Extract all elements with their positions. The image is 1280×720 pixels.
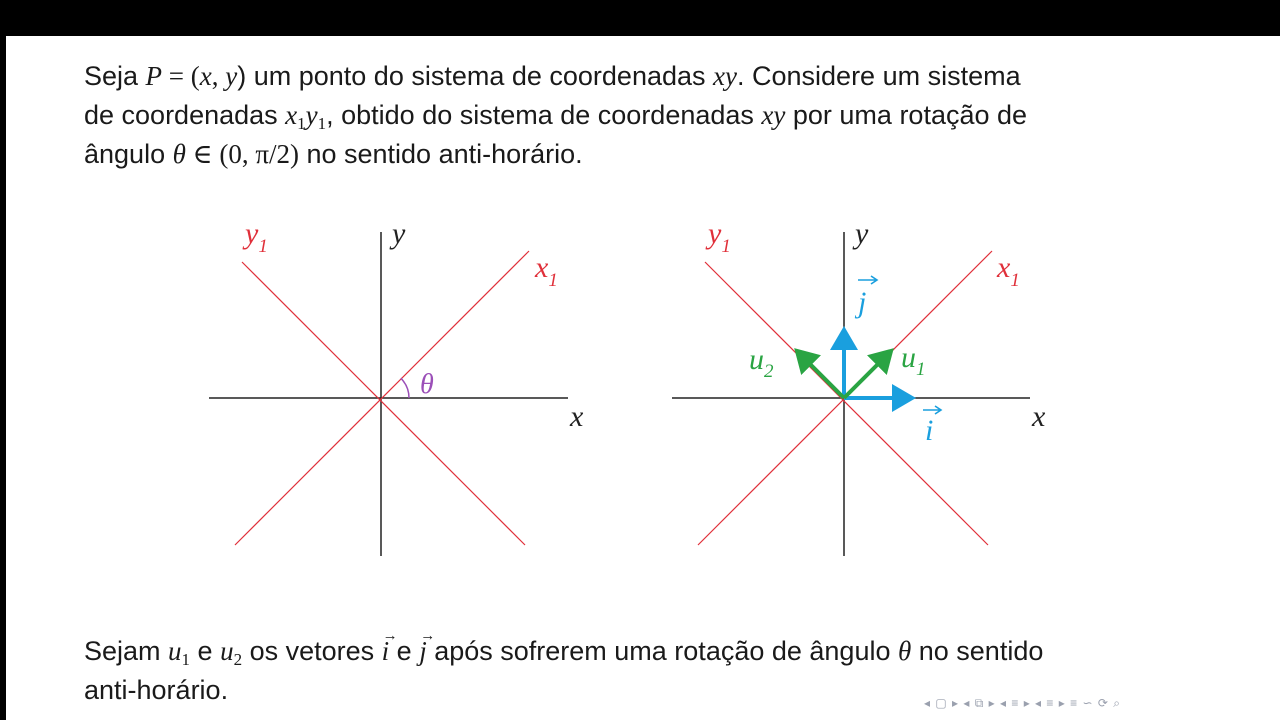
label-u2: $u_2$ [749, 343, 774, 382]
vector-u2 [797, 351, 844, 398]
right-label-x: x [1032, 400, 1046, 433]
left-label-y: y [392, 217, 406, 250]
left-label-x: x [570, 400, 584, 433]
left-diagram [209, 217, 584, 556]
intro-line-2: de coordenadas $x_1y_1$, obtido do sistema de coordenadas xy por uma rotação de [84, 100, 1028, 133]
rotation-diagrams [6, 36, 1280, 720]
outro-line-2: anti-horário. [84, 675, 229, 705]
right-label-x1: $x_1$ [997, 251, 1020, 291]
left-y1-axis [242, 262, 525, 545]
vector-u1 [844, 351, 891, 398]
slide [6, 36, 1280, 720]
label-i: i [925, 414, 934, 447]
outro-line-1: Sejam $u_1$ e $u_2$ os vetores → i e → j após sofrerem uma rotação de ângulo θ no sentido [84, 632, 1214, 671]
vector-i-inline: → i [382, 632, 390, 671]
right-label-y: y [855, 217, 869, 250]
left-label-y1: $y_1$ [245, 217, 268, 257]
left-label-x1: $x_1$ [535, 251, 558, 291]
left-label-theta: θ [420, 369, 434, 400]
beamer-navigation-icons[interactable]: ◂ ▢ ▸ ◂ ⧉ ▸ ◂ ≡ ▸ ◂ ≡ ▸ ≡ ∽ ⟳ ⌕ [924, 696, 1121, 710]
intro-line-3: ângulo θ ∈ (0, π/2) no sentido anti-horário. [84, 139, 583, 169]
right-label-y1: $y_1$ [708, 217, 731, 257]
intro-line-1: Seja P = (x, y) um ponto do sistema de coordenadas xy. Considere um sistema [84, 61, 1021, 91]
label-u1: $u_1$ [901, 341, 926, 380]
right-y1-axis [705, 262, 988, 545]
vector-j-inline: → j [419, 632, 427, 671]
theta-arc [401, 378, 409, 398]
label-j: j [858, 286, 867, 319]
label-j-arrow [858, 276, 877, 284]
label-i-arrow [923, 406, 941, 414]
right-diagram [672, 217, 1046, 556]
